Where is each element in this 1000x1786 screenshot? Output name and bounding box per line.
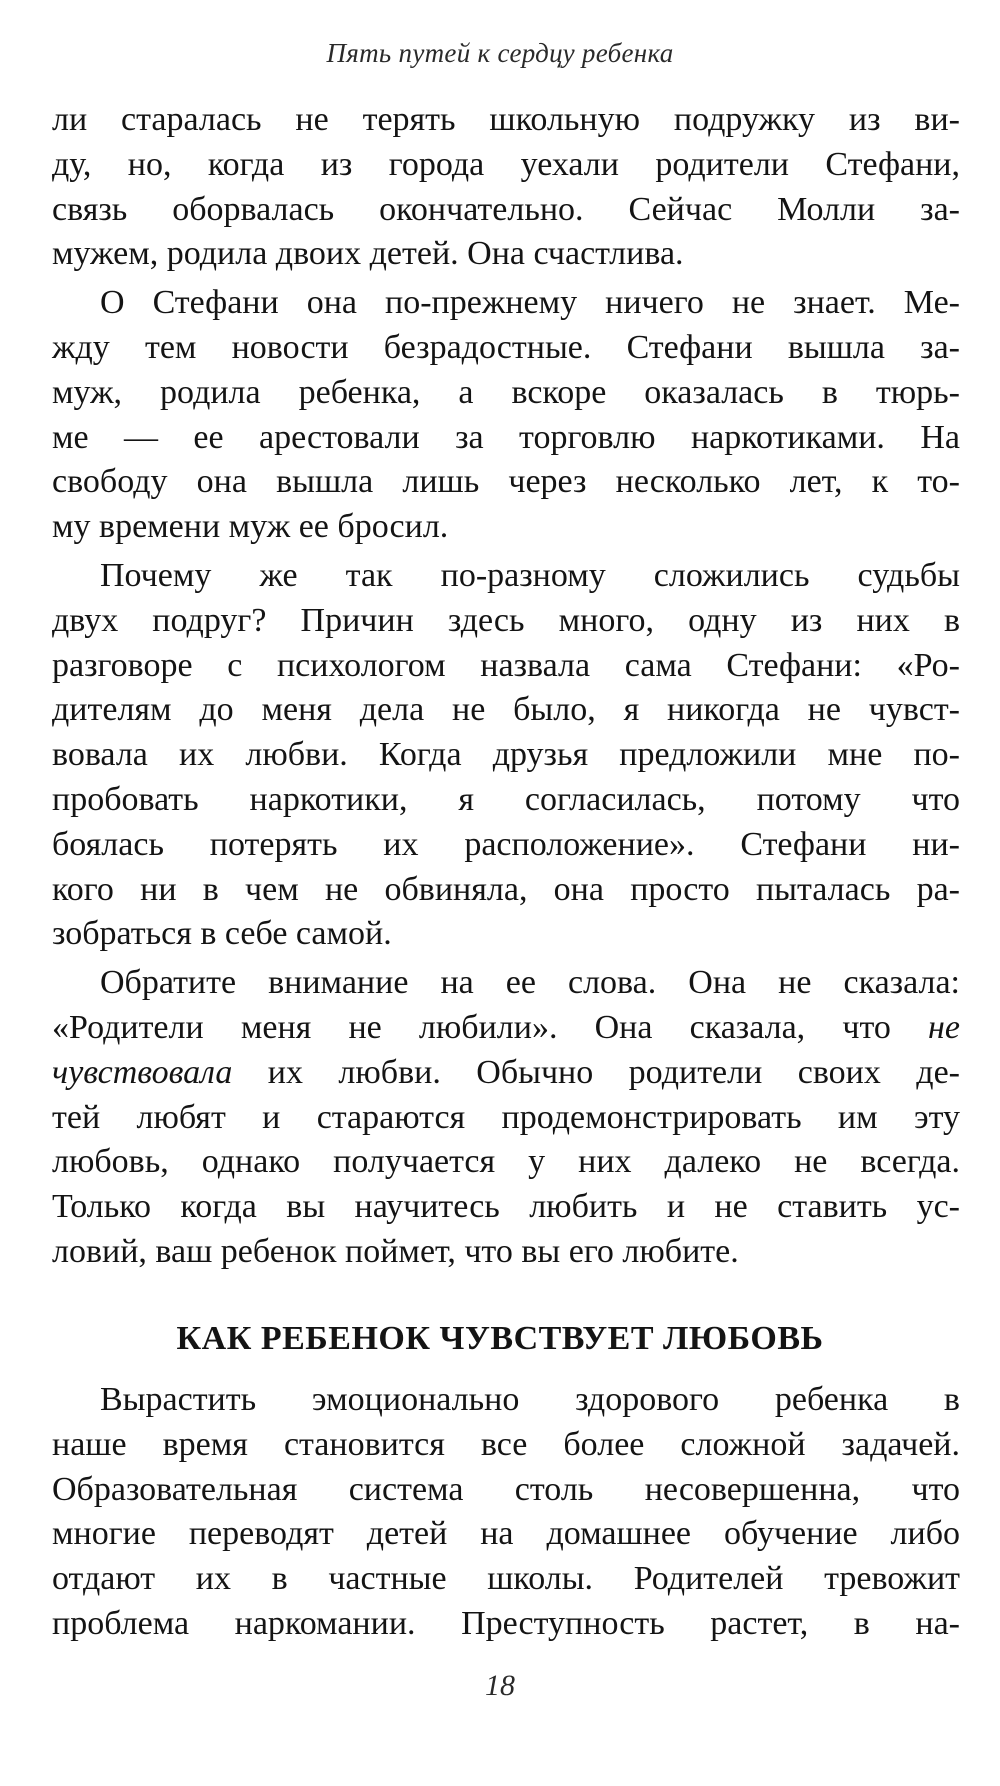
text-line: кого ни в чем не обвиняла, она просто пыталась ра- — [52, 870, 960, 908]
text-line: боялась потерять их расположение». Стефани ни- — [52, 825, 960, 863]
text-line: разговоре с психологом назвала сама Стефани: «Ро- — [52, 646, 960, 684]
text-line: дителям до меня дела не было, я никогда не чувст- — [52, 691, 960, 729]
text-run: «Родители меня не любили». Она сказала, что — [52, 1008, 929, 1046]
text-line: Образовательная система столь несовершенна, что — [52, 1470, 960, 1508]
text-line: Вырастить эмоционально здорового ребенка в — [100, 1381, 960, 1418]
text-line: мужем, родила двоих детей. Она счастлива. — [52, 235, 684, 273]
text-line: му времени муж ее бросил. — [52, 508, 449, 546]
text-line: Обратите внимание на ее слова. Она не сказала: — [100, 964, 960, 1002]
text-line: свободу она вышла лишь через несколько лет, к то- — [52, 463, 960, 501]
paragraph — [52, 1378, 960, 1647]
body-text-section — [52, 1378, 960, 1647]
text-line: проблема наркомании. Преступность растет, в на- — [52, 1604, 960, 1642]
paragraph — [52, 961, 960, 1275]
text-line: Только когда вы научитесь любить и не ставить ус- — [52, 1188, 960, 1226]
text-line: жду тем новости безрадостные. Стефани вышла за- — [52, 328, 960, 366]
text-line: вовала их любви. Когда друзья предложили мне по- — [52, 736, 960, 774]
text-line: зобраться в себе самой. — [52, 915, 392, 953]
text-line: муж, родила ребенка, а вскоре оказалась в тюрь- — [52, 373, 960, 411]
section-heading: КАК РЕБЕНОК ЧУВСТВУЕТ ЛЮБОВЬ — [176, 1320, 824, 1357]
text-run: их любви. Обычно родители своих де- — [232, 1053, 960, 1091]
text-line: отдают их в частные школы. Родителей тревожит — [52, 1560, 960, 1598]
paragraph — [52, 281, 960, 550]
text-line — [52, 1051, 960, 1096]
running-header: Пять путей к сердцу ребенка — [326, 38, 674, 68]
body-text-section — [52, 98, 960, 1275]
text-line: ли старалась не терять школьную подружку из ви- — [52, 101, 960, 138]
text-line: ловий, ваш ребенок поймет, что вы его любите. — [52, 1232, 739, 1270]
text-line: Почему же так по-разному сложились судьбы — [100, 556, 960, 594]
text-line: многие переводят детей на домашнее обучение либо — [52, 1515, 960, 1553]
text-line: тей любят и стараются продемонстрировать им эту — [52, 1098, 960, 1136]
text-line: любовь, однако получается у них далеко не всегда. — [52, 1143, 960, 1181]
text-line: наше время становится все более сложной задачей. — [52, 1425, 960, 1463]
paragraph — [52, 554, 960, 957]
text-line: ме — ее арестовали за торговлю наркотиками. На — [52, 418, 960, 456]
text-line: ду, но, когда из города уехали родители Стефани, — [52, 145, 960, 183]
text-line: пробовать наркотики, я согласилась, потому что — [52, 780, 960, 818]
text-line — [52, 1006, 960, 1051]
paragraph — [52, 98, 960, 277]
text-line: связь оборвалась окончательно. Сейчас Молли за- — [52, 190, 960, 228]
page-number: 18 — [485, 1669, 515, 1702]
emphasis-text: чувствовала — [52, 1053, 233, 1091]
emphasis-text: не — [928, 1008, 960, 1046]
text-line: О Стефани она по-прежнему ничего не знает. Ме- — [100, 284, 960, 322]
text-line: двух подруг? Причин здесь много, одну из них в — [52, 601, 960, 639]
